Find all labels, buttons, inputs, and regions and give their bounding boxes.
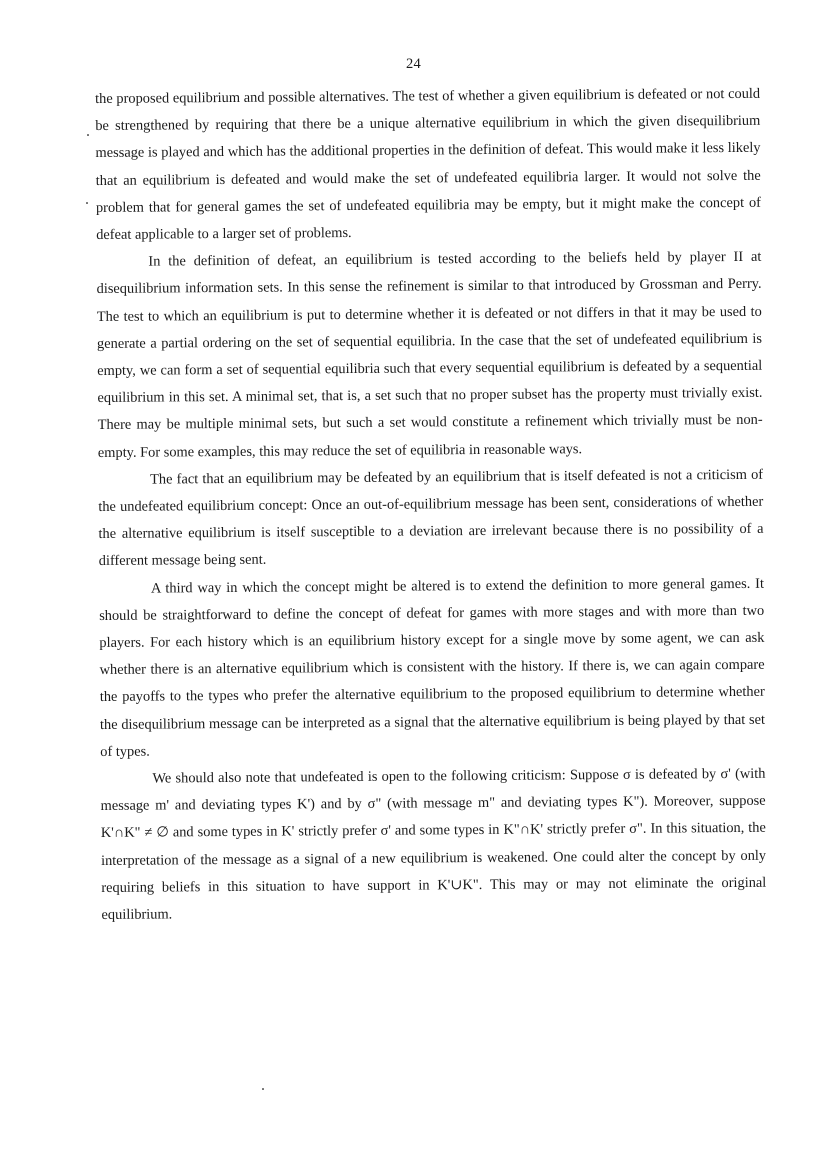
scan-speck [262,1088,264,1090]
paragraph-1: the proposed equilibrium and possible alternatives. The test of whether a given equilibrium is defeated or not could be strengthened by requiring that there be a unique alternative equilibrium in which the given disequilibrium message is played and which has the additional properties in the definition of defeat. This would make it less likely that an equilibrium is defeated and would make the set of undefeated equilibria larger. It would not solve the problem that for general games the set of undefeated equilibria may be empty, but it might make the concept of defeat applicable to a larger set of problems. [95,85,761,244]
paragraph-3: The fact that an equilibrium may be defeated by an equilibrium that is itself defeated is not a criticism of the undefeated equilibrium concept: Once an out-of-equilibrium message has been sent, considerations of whether the alternative equilibrium is itself susceptible to a deviation are irrelevant because there is no possibility of a different message being sent. [98,466,764,570]
paragraph-2: In the definition of defeat, an equilibrium is tested according to the beliefs held by player II at disequilibrium information sets. In this sense the refinement is similar to that introduced by Grossman and Perry. The test to which an equilibrium is put to determine whether it is defeated or not differs in that it may be used to generate a partial ordering on the set of sequential equilibria. In the case that the set of undefeated equilibrium is empty, we can form a set of sequential equilibria such that every sequential equilibrium is defeated by a sequential equilibrium in this set. A minimal set, that is, a set such that no proper subset has the property must trivially exist. There may be multiple minimal sets, but such a set would constitute a refinement which trivially must be non-empty. For some examples, this may reduce the set of equilibria in reasonable ways. [96,248,763,461]
paragraph-4: A third way in which the concept might be altered is to extend the definition to more general games. It should be straightforward to define the concept of defeat for games with more stages and with more than two players. For each history which is an equilibrium history except for a single move by some agent, we can ask whether there is an alternative equilibrium which is consistent with the history. If there is, we can again compare the payoffs to the types who prefer the alternative equilibrium to the proposed equilibrium to determine whether the disequilibrium message can be interpreted as a signal that the alternative equilibrium is being played by that set of types. [99,575,766,760]
scan-speck [86,202,88,204]
body-text [95,81,767,929]
page-number: 24 [406,56,421,72]
scan-speck [87,134,89,136]
paragraph-5: We should also note that undefeated is open to the following criticism: Suppose σ is defeated by σ' (with message m' and deviating types K') and by σ" (with message m" and deviating types K"). Moreover, suppose K'∩K" ≠ ∅ and some types in K' strictly prefer σ' and some types in K"∩K' strictly prefer σ". In this situation, the interpretation of the message as a signal of a new equilibrium is weakened. One could alter the concept by only requiring beliefs in this situation to have support in K'∪K". This may or may not eliminate the original equilibrium. [100,765,767,924]
